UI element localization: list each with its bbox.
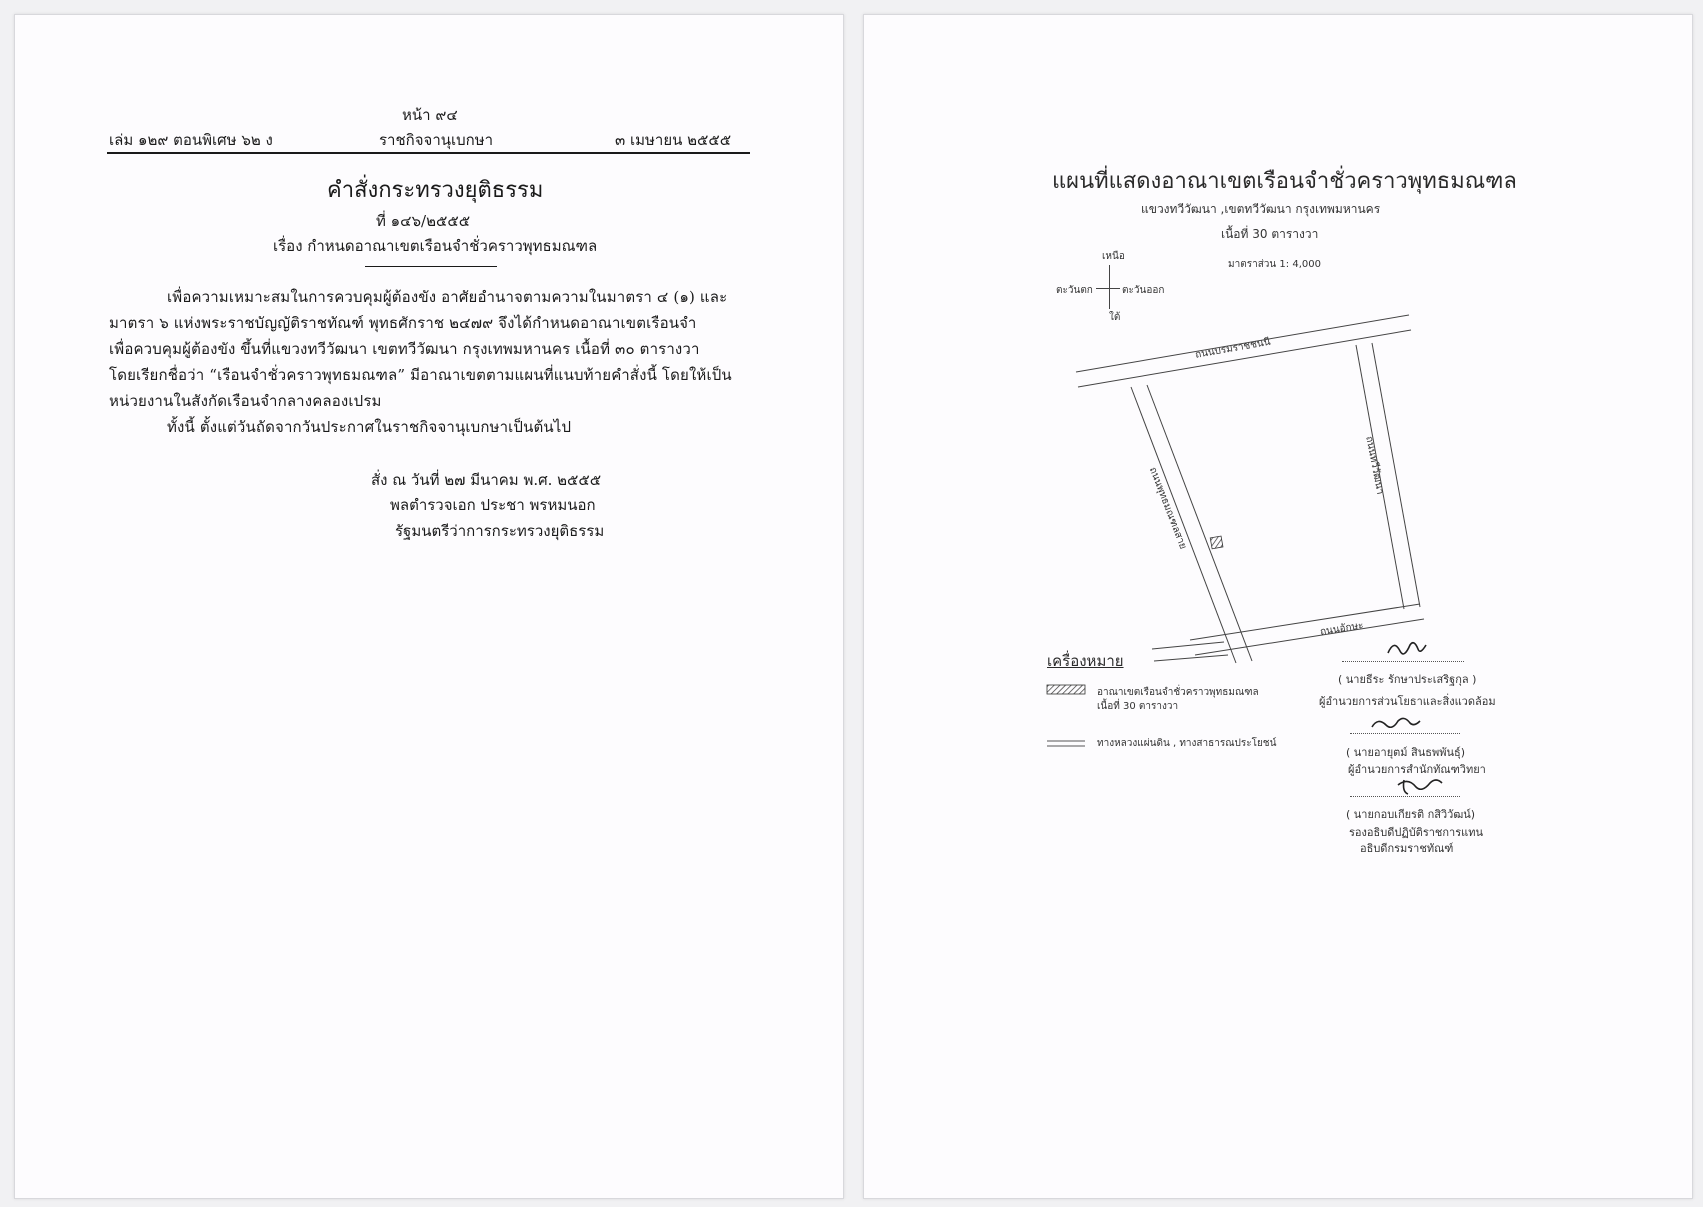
legend-title: เครื่องหมาย — [1047, 652, 1124, 670]
compass-south: ใต้ — [1109, 312, 1121, 323]
signer-position: รัฐมนตรีว่าการกระทรวงยุติธรรม — [395, 522, 605, 540]
header-rule — [107, 152, 750, 154]
road-label-right: ถนนทวีวัฒนา — [1363, 435, 1386, 496]
volume-info: เล่ม ๑๒๙ ตอนพิเศษ ๖๒ ง — [109, 131, 273, 149]
legend-item-2: ทางหลวงแผ่นดิน , ทางสาธารณประโยชน์ — [1097, 738, 1277, 749]
body-line-1: เพื่อความเหมาะสมในการควบคุมผู้ต้องขัง อาศัยอำนาจตามความในมาตรา ๔ (๑) และ — [167, 288, 728, 306]
signature-mark-2 — [1372, 718, 1420, 727]
gazette-name: ราชกิจจานุเบกษา — [379, 131, 494, 149]
body-line-6: ทั้งนี้ ตั้งแต่วันถัดจากวันประกาศในราชกิจจานุเบกษาเป็นต้นไป — [167, 418, 572, 436]
compass-north: เหนือ — [1102, 251, 1125, 262]
map-area: เนื้อที่ 30 ตารางวา — [1221, 227, 1319, 241]
map-scale: มาตราส่วน 1: 4,000 — [1228, 259, 1321, 270]
compass-west: ตะวันตก — [1056, 285, 1093, 296]
signature-mark-3 — [1398, 780, 1442, 794]
sign-line-1 — [1342, 661, 1464, 662]
map-title: แผนที่แสดงอาณาเขตเรือนจำชั่วคราวพุทธมณฑล — [1052, 169, 1517, 194]
left-road-edge-1 — [1131, 387, 1236, 663]
signatory-3-name: ( นายกอบเกียรติ กสิวิวัฒน์) — [1346, 808, 1476, 821]
order-subject: เรื่อง กำหนดอาณาเขตเรือนจำชั่วคราวพุทธมณฑล — [273, 237, 598, 255]
body-line-4: โดยเรียกชื่อว่า “เรือนจำชั่วคราวพุทธมณฑล” มีอาณาเขตตามแผนที่แนบท้ายคำสั่งนี้ โดยให้เป็น — [109, 366, 732, 384]
lower-road-edge-2 — [1154, 655, 1228, 661]
body-line-2: มาตรา ๖ แห่งพระราชบัญญัติราชทัณฑ์ พุทธศักราช ๒๔๗๙ จึงได้กำหนดอาณาเขตเรือนจำ — [109, 314, 697, 332]
body-line-3: เพื่อควบคุมผู้ต้องขัง ขึ้นที่แขวงทวีวัฒนา เขตทวีวัฒนา กรุงเทพมหานคร เนื้อที่ ๓๐ ตารางวา — [109, 340, 700, 358]
prison-area-marker — [1210, 536, 1223, 549]
map-page — [863, 14, 1693, 1199]
road-label-left: ถนนพุทธมณฑลสาย — [1146, 465, 1189, 551]
signatory-3-position-2: อธิบดีกรมราชทัณฑ์ — [1360, 842, 1454, 855]
order-number: ที่ ๑๔๖/๒๕๕๕ — [376, 212, 471, 230]
legend-hatch-symbol — [1047, 685, 1085, 694]
gazette-page — [14, 14, 844, 1199]
map-location: แขวงทวีวัฒนา ,เขตทวีวัฒนา กรุงเทพมหานคร — [1141, 202, 1381, 216]
signatory-1-name: ( นายธีระ รักษาประเสริฐกุล ) — [1338, 673, 1477, 686]
bottom-road-edge-1 — [1190, 604, 1420, 640]
signatory-2-position: ผู้อำนวยการสำนักทัณฑวิทยา — [1348, 763, 1486, 776]
signatory-1-position: ผู้อำนวยการส่วนโยธาและสิ่งแวดล้อม — [1319, 695, 1496, 708]
sign-line-2 — [1350, 733, 1460, 734]
map-drawing — [864, 15, 1692, 1198]
compass-east: ตะวันออก — [1122, 285, 1165, 296]
legend-item-1-area: เนื้อที่ 30 ตารางวา — [1097, 701, 1179, 712]
lower-road-edge-1 — [1152, 642, 1224, 649]
signature-mark-1 — [1388, 643, 1426, 654]
road-label-top: ถนนบรมราชชนนี — [1194, 336, 1272, 361]
publish-date: ๓ เมษายน ๒๕๕๕ — [615, 131, 732, 149]
title-divider — [365, 266, 497, 267]
signatory-2-name: ( นายอายุตม์ สินธพพันธุ์) — [1346, 746, 1466, 759]
left-road-edge-2 — [1147, 385, 1252, 661]
legend-item-1: อาณาเขตเรือนจำชั่วคราวพุทธมณฑล — [1097, 687, 1259, 698]
road-label-bottom: ถนนอักษะ — [1319, 620, 1365, 638]
order-title: คำสั่งกระทรวงยุติธรรม — [327, 178, 544, 203]
sign-line-3 — [1350, 796, 1460, 797]
body-line-5: หน่วยงานในสังกัดเรือนจำกลางคลองเปรม — [109, 392, 382, 410]
page-number: หน้า ๙๔ — [402, 106, 458, 124]
signatory-3-position: รองอธิบดีปฏิบัติราชการแทน — [1349, 826, 1483, 839]
order-date: สั่ง ณ วันที่ ๒๗ มีนาคม พ.ศ. ๒๕๕๕ — [371, 471, 602, 489]
signer-name: พลตำรวจเอก ประชา พรหมนอก — [390, 496, 596, 514]
